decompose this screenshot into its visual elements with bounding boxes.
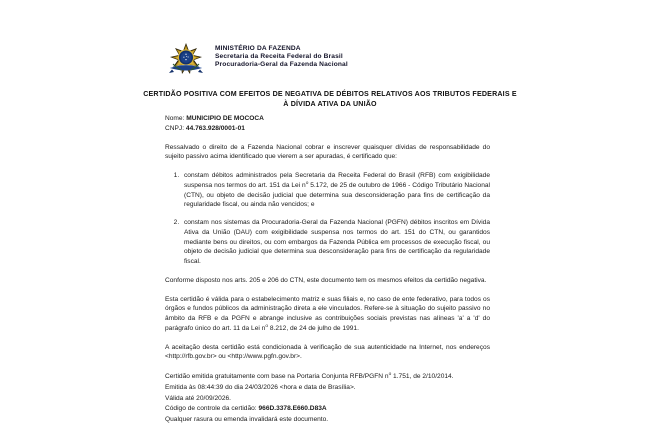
organization-names xyxy=(215,42,348,69)
name-value: MUNICIPIO DE MOCOCA xyxy=(186,115,264,122)
validity-scope-paragraph: Esta certidão é válida para o estabelecimento matriz e suas filiais e, no caso de ente federativo, para todos os órgãos e fundos públicos da administração direta a ele vinculados. Refere-se à situação do sujeito passivo no âmbito da RFB e da PGFN e abrange inclusive as contribuições sociais previstas nas alíneas 'a' a 'd' do parágrafo único do art. 11 da Lei $n^o$ 8.212, de 24 de julho de 1991. xyxy=(165,295,490,332)
issuance-details xyxy=(165,372,490,425)
acceptance-paragraph: A aceitação desta certidão está condicionada à verificação de sua autenticidade na Internet, nos endereços <http://rfb.gov.br> ou <http://www.pgfn.gov.br>. xyxy=(165,343,490,361)
attorney-general-name: Procuradoria-Geral da Fazenda Nacional xyxy=(215,61,348,69)
cnpj-value: 44.763.928/0001-01 xyxy=(185,124,245,132)
certified-items-list xyxy=(165,171,490,267)
intro-paragraph: Ressalvado o direito de a Fazenda Nacional cobrar e inscrever quaisquer dívidas de responsabilidade do sujeito passivo acima identificado que vierem a ser apuradas, é certificado que: xyxy=(165,143,490,161)
brasao-republica-federativa-do-brasil-icon xyxy=(165,42,207,78)
secretariat-name: Secretaria da Receita Federal do Brasil xyxy=(215,53,343,61)
name-line xyxy=(165,114,490,124)
valid-until-line: Válida até 20/09/2026. xyxy=(165,394,231,402)
portaria-line: Certidão emitida gratuitamente com base na Portaria Conjunta RFB/PGFN $n^o$ 1.751, de 2/10/2014. xyxy=(165,371,454,380)
tampering-notice: Qualquer rasura ou emenda invalidará este documento. xyxy=(165,416,329,423)
ctn-effects-paragraph: Conforme disposto nos arts. 205 e 206 do CTN, este documento tem os mesmos efeitos da certidão negativa. xyxy=(165,276,487,284)
document-header xyxy=(165,42,348,78)
control-code-label: Código de controle da certidão: xyxy=(165,405,257,413)
list-item: 1. constam débitos administrados pela Secretaria da Receita Federal do Brasil (RFB) com exigibilidade suspensa nos termos do art. 151 da Lei $n^o$ 5.172, de 25 de outubro de 1966 - Código Tributário Nacional (CTN), ou objeto de decisão judicial que determina sua desconsideração para fins de certificação da regularidade fiscal, ou ainda não vencidos; e xyxy=(181,171,490,210)
list-item: 2. constam nos sistemas da Procuradoria-Geral da Fazenda Nacional (PGFN) débitos inscritos em Dívida Ativa da União (DAU) com exigibilidade suspensa nos termos do art. 151 do CTN, ou garantidos mediante bens ou direitos, ou com embargos da Fazenda Pública em processos de execução fiscal, ou objeto de decisão judicial que determina sua desconsideração para fins de certificação da regularidade fiscal. xyxy=(181,218,490,267)
issued-at-line: Emitida às 08:44:39 do dia 24/03/2026 <hora e data de Brasília>. xyxy=(165,383,356,391)
document-body xyxy=(165,114,490,426)
name-label: Nome: xyxy=(165,115,185,122)
cnpj-line xyxy=(165,124,490,134)
control-code-value: 966D.3378.E660.D83A xyxy=(258,405,327,413)
ministry-name: MINISTÉRIO DA FAZENDA xyxy=(215,45,301,52)
cnpj-label: CNPJ: xyxy=(165,124,185,132)
taxpayer-identification xyxy=(165,114,490,134)
control-code-line xyxy=(165,404,490,414)
page-title: CERTIDÃO POSITIVA COM EFEITOS DE NEGATIVA DE DÉBITOS RELATIVOS AOS TRIBUTOS FEDERAIS E À DÍVIDA ATIVA DA UNIÃO xyxy=(143,90,517,109)
